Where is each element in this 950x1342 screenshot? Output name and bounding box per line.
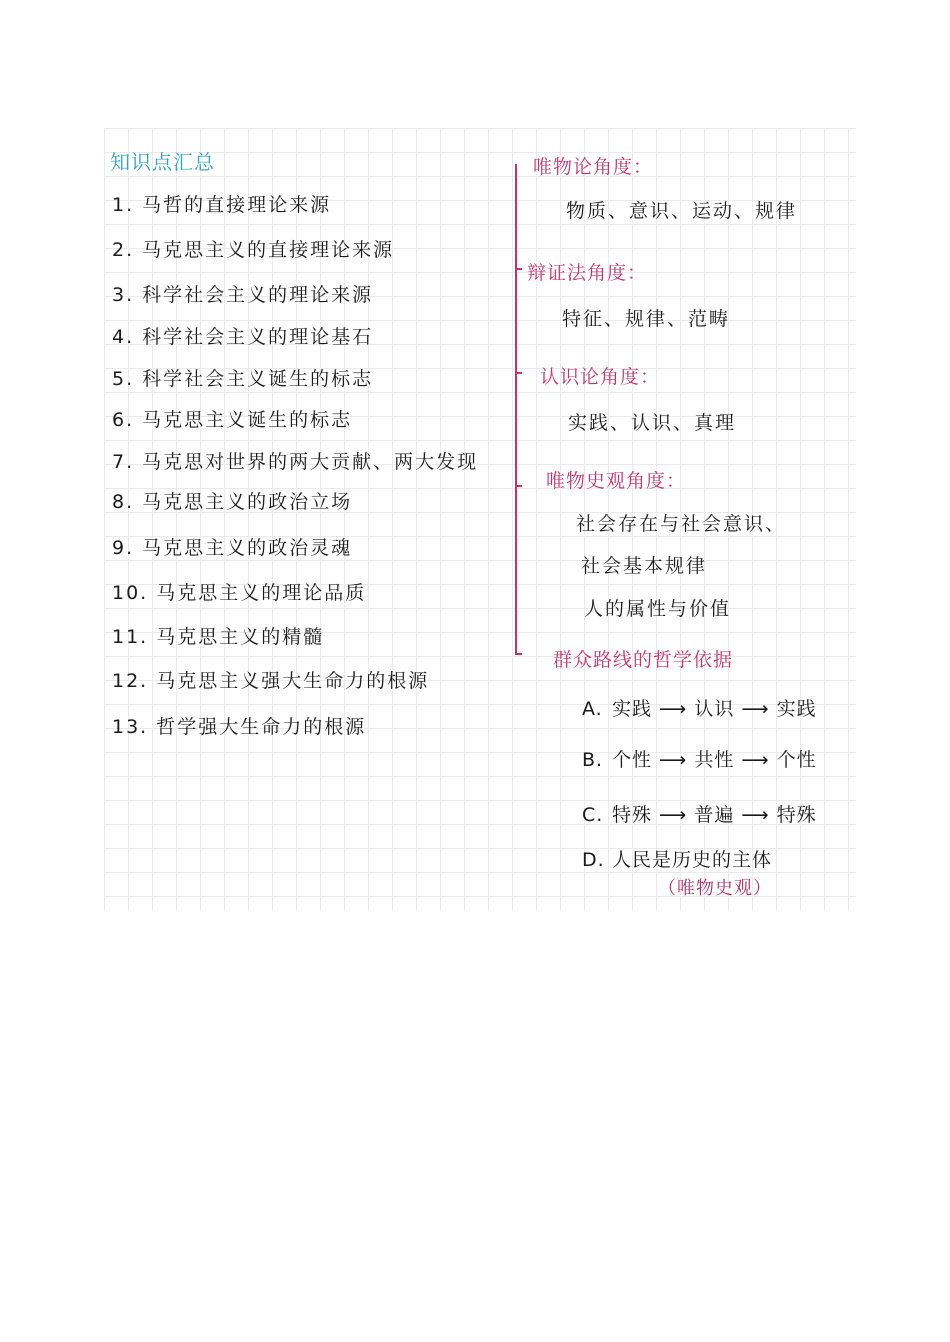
basis-item xyxy=(582,694,817,721)
basis-letter: B. xyxy=(582,749,604,771)
question-item: 5. 科学社会主义诞生的标志 xyxy=(112,368,374,390)
basis-item xyxy=(582,800,817,827)
section-bracket xyxy=(515,164,523,655)
question-item: 1. 马哲的直接理论来源 xyxy=(112,194,332,216)
question-item: 6. 马克思主义诞生的标志 xyxy=(112,409,353,431)
basis-note: （唯物史观） xyxy=(658,878,772,899)
section-heading: 认识论角度： xyxy=(540,366,661,388)
question-item: 13. 哲学强大生命力的根源 xyxy=(112,716,367,738)
section-heading: 唯物史观角度： xyxy=(546,470,687,492)
basis-text: 特殊 ⟶ 普遍 ⟶ 特殊 xyxy=(612,804,817,826)
section-line: 社会基本规律 xyxy=(581,555,708,577)
basis-letter: D. xyxy=(582,849,605,871)
section-line: 社会存在与社会意识、 xyxy=(576,513,787,535)
section-line: 特征、规律、范畴 xyxy=(562,308,731,330)
question-item: 10. 马克思主义的理论品质 xyxy=(112,582,367,604)
basis-letter: C. xyxy=(582,804,604,826)
section-heading: 唯物论角度： xyxy=(533,156,654,178)
basis-item xyxy=(582,745,817,772)
basis-text: 人民是历史的主体 xyxy=(612,849,773,871)
question-item: 2. 马克思主义的直接理论来源 xyxy=(112,239,395,261)
bracket-tick xyxy=(515,268,522,270)
page-title: 知识点汇总 xyxy=(110,150,215,174)
basis-text: 实践 ⟶ 认识 ⟶ 实践 xyxy=(612,698,817,720)
question-item: 11. 马克思主义的精髓 xyxy=(112,626,325,648)
question-item: 3. 科学社会主义的理论来源 xyxy=(112,284,374,306)
basis-heading: 群众路线的哲学依据 xyxy=(553,649,734,671)
bracket-tick xyxy=(515,372,522,374)
section-line: 实践、认识、真理 xyxy=(568,412,737,434)
bracket-tick xyxy=(515,653,522,655)
question-item: 9. 马克思主义的政治灵魂 xyxy=(112,537,353,559)
basis-letter: A. xyxy=(582,698,603,720)
question-item: 12. 马克思主义强大生命力的根源 xyxy=(112,670,430,692)
basis-item xyxy=(582,845,772,872)
section-heading: 辩证法角度： xyxy=(527,262,648,284)
question-item: 4. 科学社会主义的理论基石 xyxy=(112,326,374,348)
bracket-tick xyxy=(515,485,522,487)
section-line: 物质、意识、运动、规律 xyxy=(566,200,798,222)
basis-text: 个性 ⟶ 共性 ⟶ 个性 xyxy=(612,749,817,771)
section-line: 人的属性与价值 xyxy=(584,598,732,620)
question-item: 8. 马克思主义的政治立场 xyxy=(112,491,353,513)
question-item: 7. 马克思对世界的两大贡献、两大发现 xyxy=(112,451,479,473)
